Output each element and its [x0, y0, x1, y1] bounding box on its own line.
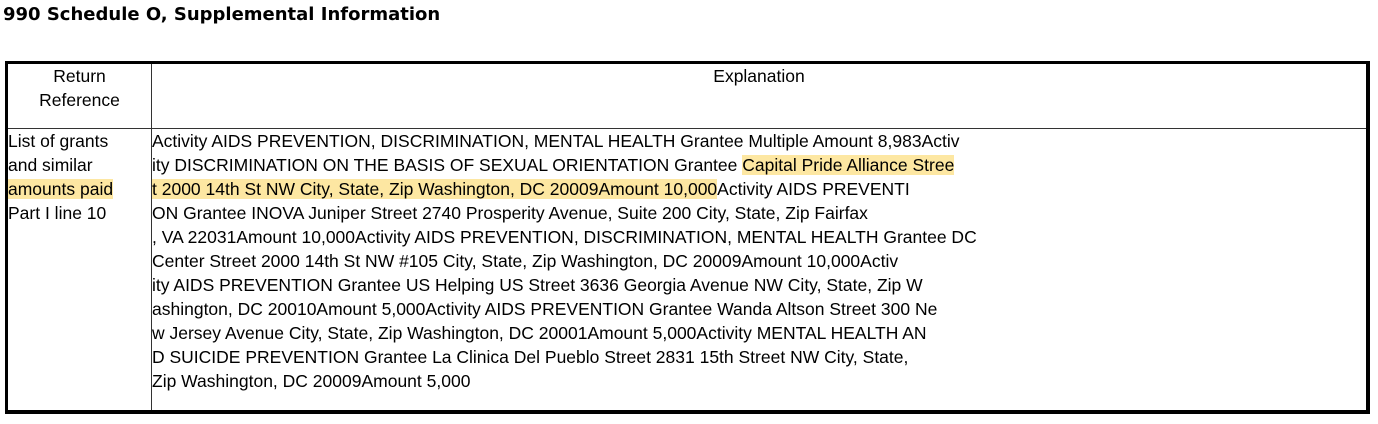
reference-text: and similar [8, 155, 93, 175]
explanation-line [152, 345, 1366, 369]
explanation-text: ON Grantee INOVA Juniper Street 2740 Prosperity Avenue, Suite 200 City, State, Zip Fairfax [152, 203, 868, 223]
highlighted-text: Capital Pride Alliance Stree [742, 155, 955, 175]
explanation-line [152, 153, 1366, 177]
highlighted-text: t 2000 14th St NW City, State, Zip Washington, DC 20009Amount 10,000 [152, 179, 718, 199]
reference-line [8, 153, 151, 177]
header-line: Reference [39, 90, 120, 110]
explanation-line [152, 249, 1366, 273]
explanation-line [152, 369, 1366, 393]
explanation-line [152, 225, 1366, 249]
return-reference-header [7, 63, 152, 129]
reference-line [8, 177, 151, 201]
explanation-text: ashington, DC 20010Amount 5,000Activity AIDS PREVENTION Grantee Wanda Altson Street 300 Ne [152, 299, 938, 319]
explanation-line [152, 297, 1366, 321]
explanation-line [152, 129, 1366, 153]
schedule-o-table [5, 61, 1370, 414]
explanation-line [152, 201, 1366, 225]
page-title: 990 Schedule O, Supplemental Information [3, 4, 441, 25]
explanation-text: Activity AIDS PREVENTI [717, 179, 910, 199]
explanation-line [152, 321, 1366, 345]
explanation-text: Center Street 2000 14th St NW #105 City, State, Zip Washington, DC 20009Amount 10,000Activ [152, 251, 899, 271]
explanation-line [152, 177, 1366, 201]
header-line: Return [53, 66, 106, 86]
reference-line [8, 129, 151, 153]
explanation-text: ity DISCRIMINATION ON THE BASIS OF SEXUAL ORIENTATION Grantee [152, 155, 743, 175]
explanation-line [152, 273, 1366, 297]
explanation-text: w Jersey Avenue City, State, Zip Washington, DC 20001Amount 5,000Activity MENTAL HEALTH AN [152, 323, 927, 343]
reference-text: List of grants [8, 131, 109, 151]
explanation-text: D SUICIDE PREVENTION Grantee La Clinica Del Pueblo Street 2831 15th Street NW City, State, [152, 347, 909, 367]
explanation-text: , VA 22031Amount 10,000Activity AIDS PREVENTION, DISCRIMINATION, MENTAL HEALTH Grantee DC [152, 227, 977, 247]
table-row [7, 129, 1369, 413]
reference-line [8, 201, 151, 225]
highlighted-text: amounts paid [8, 179, 114, 199]
explanation-text: ity AIDS PREVENTION Grantee US Helping US Street 3636 Georgia Avenue NW City, State, Zip W [152, 275, 923, 295]
explanation-text: Activity AIDS PREVENTION, DISCRIMINATION, MENTAL HEALTH Grantee Multiple Amount 8,983Activ [152, 131, 960, 151]
explanation-text: Zip Washington, DC 20009Amount 5,000 [152, 371, 471, 391]
return-reference-cell [7, 129, 152, 413]
table-header-row [7, 63, 1369, 129]
reference-text: Part I line 10 [8, 203, 107, 223]
explanation-header: Explanation [152, 63, 1369, 129]
explanation-cell [152, 129, 1369, 413]
